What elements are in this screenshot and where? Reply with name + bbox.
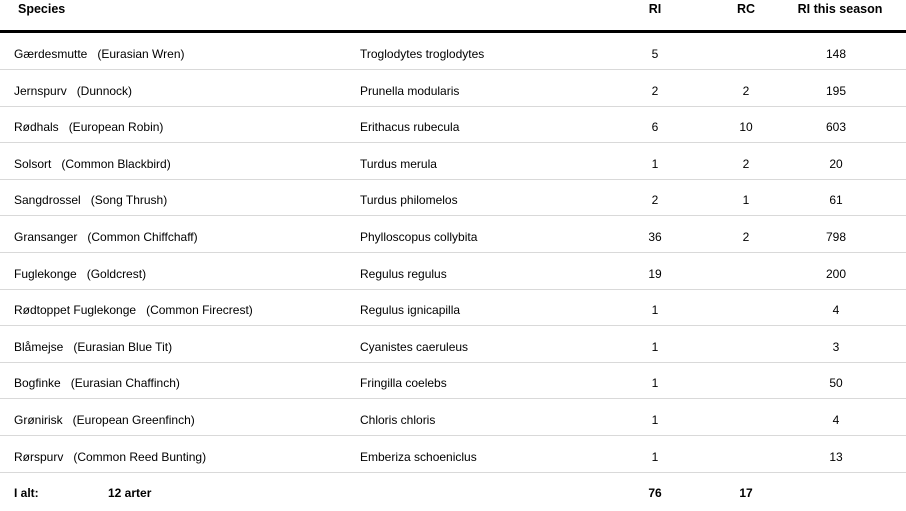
species-name <box>14 192 167 208</box>
rc-value: 1 <box>742 193 750 208</box>
ri-value: 1 <box>651 156 659 171</box>
table-row <box>0 143 906 180</box>
species-english-name: (Eurasian Wren) <box>97 47 185 61</box>
total-label: I alt: <box>14 486 39 500</box>
species-local-name: Jernspurv <box>14 83 67 98</box>
ri-value: 5 <box>651 47 659 61</box>
table-row <box>0 179 906 216</box>
species-latin-name: Fringilla coelebs <box>360 376 447 391</box>
species-name <box>14 412 195 428</box>
table-row <box>0 253 906 290</box>
species-local-name: Blåmejse <box>14 339 64 354</box>
ri-value: 1 <box>651 376 659 391</box>
species-local-name: Rødtoppet Fuglekonge <box>14 303 137 318</box>
species-english-name: (European Robin) <box>68 120 164 135</box>
species-name <box>14 375 180 391</box>
table-row <box>0 106 906 143</box>
ri-season-value: 4 <box>832 413 840 427</box>
species-english-name: (Dunnock) <box>76 83 133 98</box>
species-name <box>14 46 185 62</box>
species-latin-name: Troglodytes troglodytes <box>360 47 485 61</box>
ri-season-value: 200 <box>825 266 847 281</box>
ri-season-value: 4 <box>832 303 840 318</box>
species-english-name: (Common Blackbird) <box>61 156 171 171</box>
species-latin-name: Prunella modularis <box>360 83 460 98</box>
ri-value: 1 <box>651 413 659 427</box>
rc-value: 2 <box>742 156 750 171</box>
species-latin-name: Regulus ignicapilla <box>360 303 461 318</box>
species-latin-name: Turdus merula <box>360 156 437 171</box>
species-english-name: (Common Reed Bunting) <box>73 449 207 464</box>
species-latin-name: Chloris chloris <box>360 413 436 427</box>
species-english-name: (Song Thrush) <box>90 193 168 208</box>
ri-season-value: 50 <box>829 376 843 391</box>
table-row <box>0 216 906 253</box>
table-row <box>0 399 906 436</box>
table-row <box>0 436 906 473</box>
species-name <box>14 156 171 172</box>
species-latin-name: Phylloscopus collybita <box>360 230 478 244</box>
ri-season-value: 603 <box>825 120 847 135</box>
species-local-name: Rørspurv <box>14 449 64 464</box>
species-local-name: Bogfinke <box>14 376 61 391</box>
ri-season-value: 61 <box>829 193 843 208</box>
rc-value: 2 <box>742 83 750 98</box>
header-species: Species <box>18 2 66 16</box>
total-rc: 17 <box>739 486 753 500</box>
species-local-name: Grønirisk <box>14 413 63 427</box>
ri-value: 2 <box>651 83 659 98</box>
ri-season-value: 13 <box>829 449 843 464</box>
table-header <box>0 0 906 33</box>
species-name <box>14 449 206 465</box>
species-latin-name: Erithacus rubecula <box>360 120 460 135</box>
ri-season-value: 148 <box>825 47 847 61</box>
species-name <box>14 339 172 355</box>
species-latin-name: Cyanistes caeruleus <box>360 339 469 354</box>
species-latin-name: Turdus philomelos <box>360 193 458 208</box>
species-local-name: Rødhals <box>14 120 59 135</box>
ri-value: 1 <box>651 303 659 318</box>
species-name <box>14 302 253 318</box>
species-local-name: Sangdrossel <box>14 193 81 208</box>
ri-value: 36 <box>648 230 662 244</box>
ri-value: 1 <box>651 339 659 354</box>
species-local-name: Gransanger <box>14 230 78 244</box>
table-row <box>0 70 906 107</box>
total-ri: 76 <box>648 486 662 500</box>
table-row <box>0 326 906 363</box>
header-ri: RI <box>648 2 662 16</box>
species-english-name: (Common Firecrest) <box>146 303 253 318</box>
total-species-count: 12 arter <box>108 486 152 500</box>
species-latin-name: Regulus regulus <box>360 266 447 281</box>
species-english-name: (Goldcrest) <box>86 266 147 281</box>
ri-value: 19 <box>648 266 662 281</box>
species-english-name: (European Greenfinch) <box>72 413 195 427</box>
ri-value: 2 <box>651 193 659 208</box>
ri-season-value: 20 <box>829 156 843 171</box>
ri-season-value: 195 <box>825 83 847 98</box>
species-local-name: Fuglekonge <box>14 266 77 281</box>
ri-season-value: 798 <box>825 230 847 244</box>
header-ri-season: RI this season <box>797 2 883 16</box>
ri-value: 6 <box>651 120 659 135</box>
ri-season-value: 3 <box>832 339 840 354</box>
species-name <box>14 119 163 135</box>
species-latin-name: Emberiza schoeniclus <box>360 449 477 464</box>
ri-value: 1 <box>651 449 659 464</box>
rc-value: 2 <box>742 230 750 244</box>
table-row <box>0 362 906 399</box>
species-name <box>14 83 132 99</box>
table-row <box>0 289 906 326</box>
species-english-name: (Eurasian Blue Tit) <box>73 339 173 354</box>
species-english-name: (Eurasian Chaffinch) <box>70 376 180 391</box>
total-row <box>0 477 906 511</box>
species-local-name: Solsort <box>14 156 52 171</box>
species-name <box>14 266 146 282</box>
rc-value: 10 <box>739 120 753 135</box>
table-row <box>0 33 906 70</box>
species-name <box>14 229 198 245</box>
species-local-name: Gærdesmutte <box>14 47 88 61</box>
species-english-name: (Common Chiffchaff) <box>87 230 198 244</box>
header-rc: RC <box>736 2 756 16</box>
